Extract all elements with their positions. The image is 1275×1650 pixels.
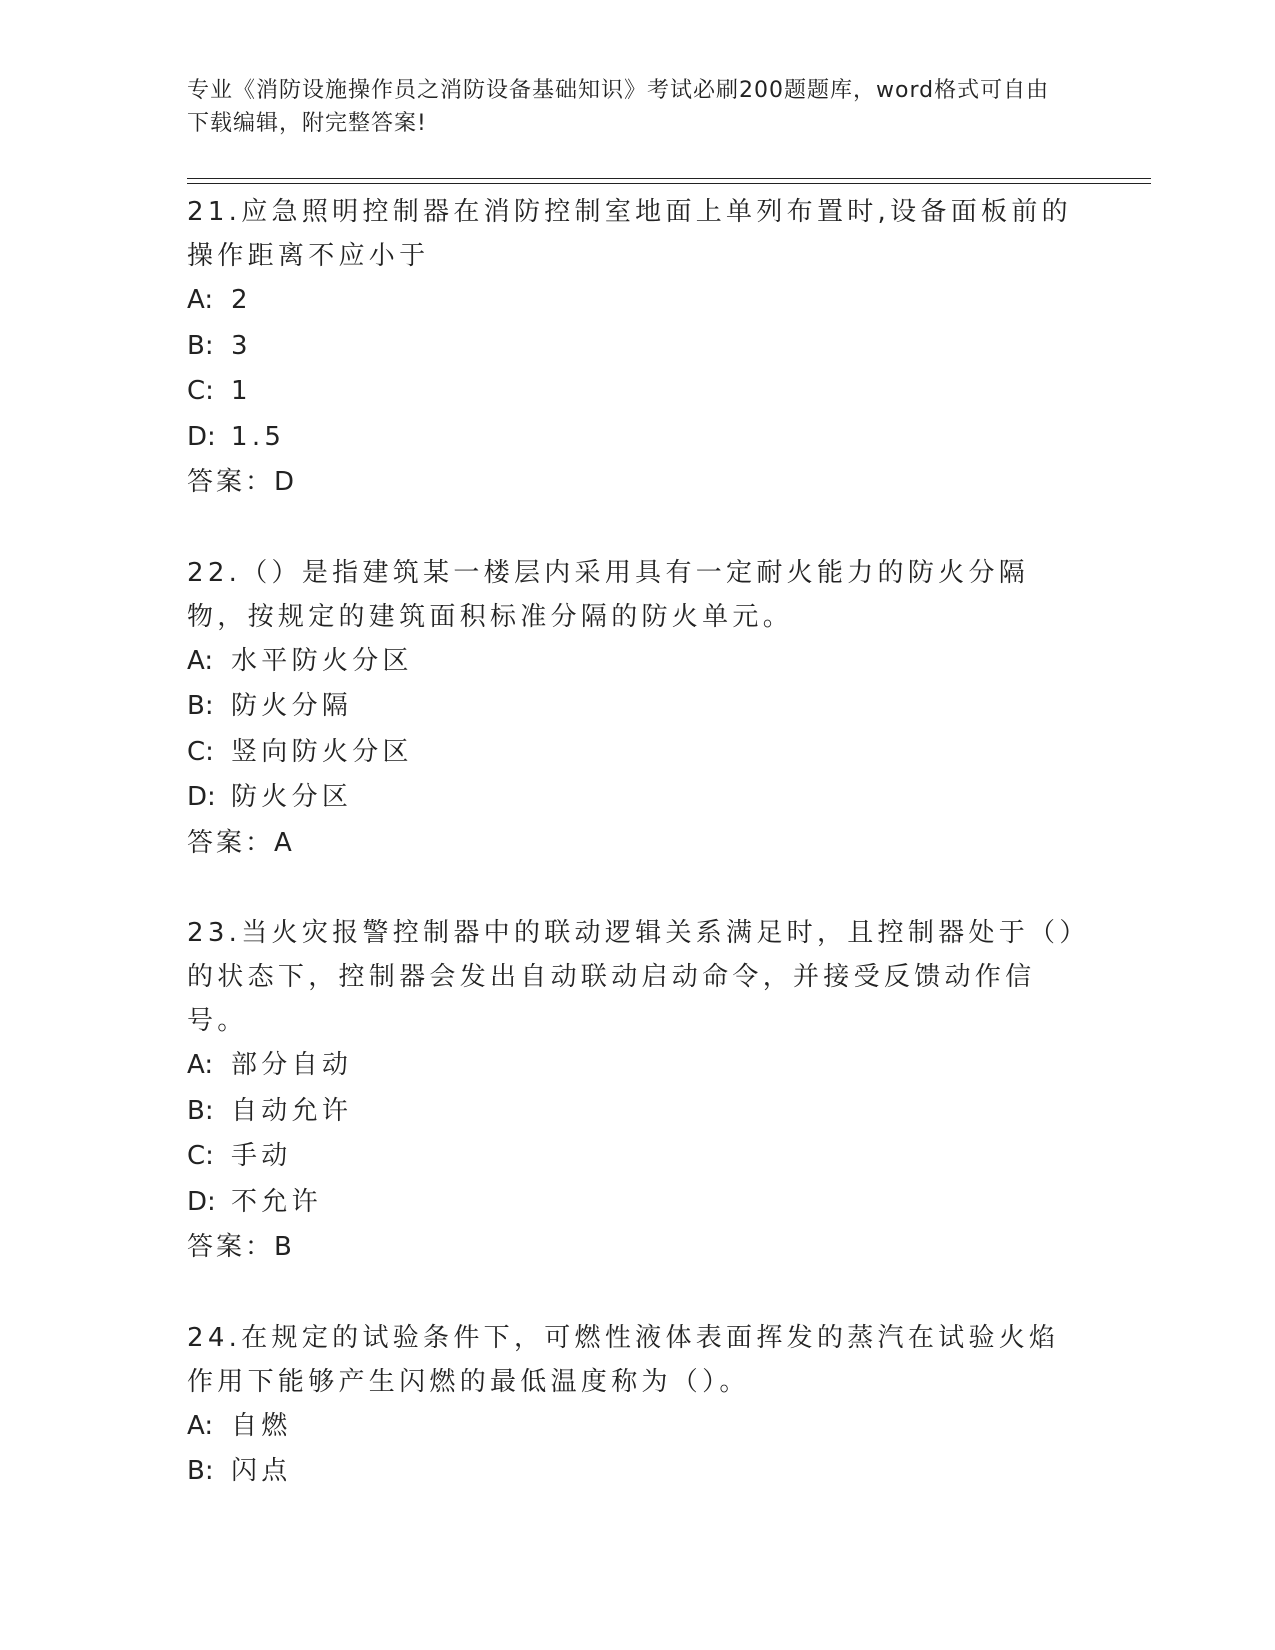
option-d (187, 415, 1087, 461)
option-key: B: (187, 691, 214, 721)
answer-line: 答案：D (187, 467, 298, 497)
option-key: A: (187, 1050, 214, 1080)
option-a (187, 278, 1087, 324)
option-text: 2 (231, 285, 252, 315)
option-b (187, 1449, 1087, 1495)
option-text: 1.5 (231, 421, 286, 452)
option-key: B: (187, 330, 214, 361)
question-list (187, 190, 1087, 1540)
question-stem: 23.当火灾报警控制器中的联动逻辑关系满足时，且控制器处于（）的状态下，控制器会发出自动联动启动命令，并接受反馈动作信号。 (187, 918, 1077, 1036)
option-key: A: (187, 285, 214, 315)
option-b (187, 1089, 1087, 1135)
option-key: D: (187, 1186, 216, 1217)
option-c (187, 369, 1087, 415)
option-c (187, 1134, 1087, 1180)
option-text: 竖向防火分区 (231, 736, 413, 767)
option-b (187, 684, 1087, 730)
header-divider-bottom (187, 183, 1151, 184)
option-key: A: (187, 645, 214, 676)
option-c (187, 730, 1087, 776)
question-stem: 22.（）是指建筑某一楼层内采用具有一定耐火能力的防火分隔物，按规定的建筑面积标准分隔的防火单元。 (187, 557, 1030, 632)
answer-line: 答案：B (187, 1232, 295, 1262)
option-text: 闪点 (231, 1456, 292, 1486)
option-key: C: (187, 376, 214, 406)
option-key: B: (187, 1456, 214, 1486)
header-divider-top (187, 178, 1151, 179)
option-b (187, 324, 1087, 370)
option-text: 1 (231, 376, 252, 406)
question-stem: 21.应急照明控制器在消防控制室地面上单列布置时,设备面板前的操作距离不应小于 (187, 197, 1072, 271)
option-key: B: (187, 1095, 214, 1126)
option-key: C: (187, 736, 214, 767)
question-24 (187, 1316, 1087, 1495)
option-text: 防火分隔 (231, 691, 353, 721)
option-text: 自动允许 (231, 1095, 353, 1126)
option-text: 不允许 (231, 1186, 322, 1217)
option-d (187, 775, 1087, 821)
question-23 (187, 911, 1087, 1271)
option-key: A: (187, 1410, 214, 1441)
option-text: 3 (231, 330, 252, 361)
option-text: 部分自动 (231, 1050, 353, 1080)
option-text: 防火分区 (231, 782, 353, 812)
option-text: 手动 (231, 1141, 292, 1171)
option-d (187, 1180, 1087, 1226)
question-stem: 24.在规定的试验条件下，可燃性液体表面挥发的蒸汽在试验火焰作用下能够产生闪燃的最低温度称为（）。 (187, 1322, 1060, 1397)
question-22 (187, 551, 1087, 867)
question-21 (187, 190, 1087, 506)
option-key: C: (187, 1141, 214, 1171)
option-text: 自燃 (231, 1410, 292, 1441)
answer-line: 答案：A (187, 827, 295, 858)
document-header: 专业《消防设施操作员之消防设备基础知识》考试必刷200题题库，word格式可自由下载编辑，附完整答案! (187, 78, 1050, 136)
option-a (187, 639, 1087, 685)
option-a (187, 1043, 1087, 1089)
option-a (187, 1404, 1087, 1450)
option-key: D: (187, 782, 216, 812)
option-key: D: (187, 421, 216, 452)
option-text: 水平防火分区 (231, 645, 413, 676)
